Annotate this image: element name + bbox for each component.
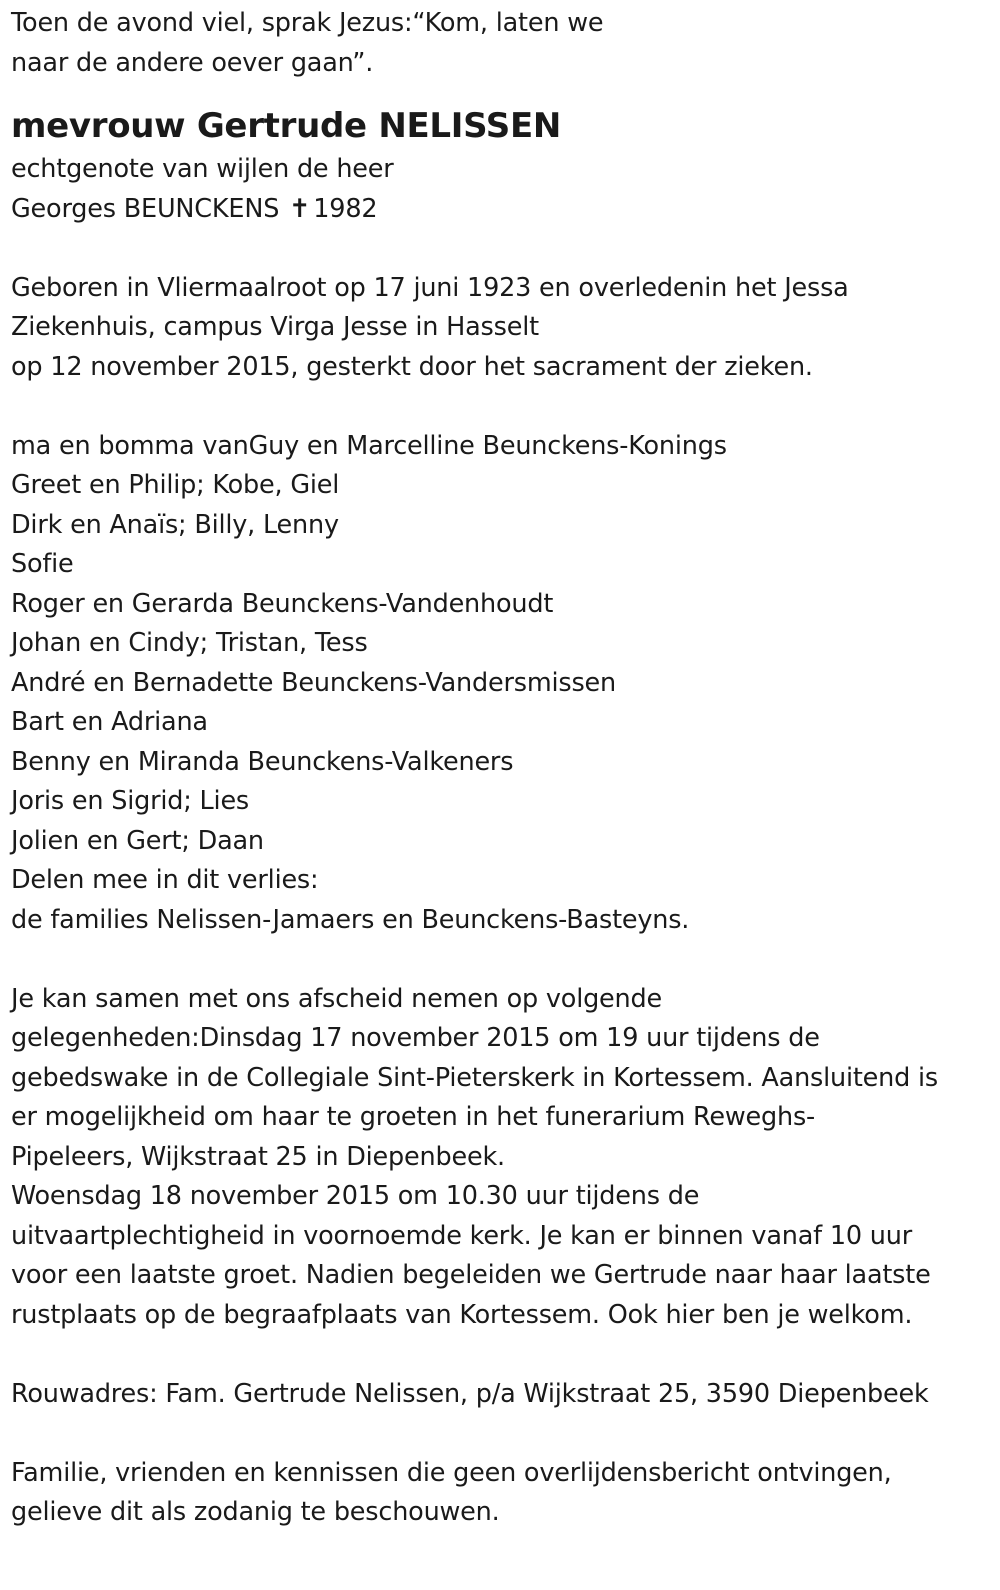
paragraph-line: gelegenheden:Dinsdag 17 november 2015 om 19 uur tijdens de: [11, 1023, 820, 1053]
paragraph-line: Pipeleers, Wijkstraat 25 in Diepenbeek.: [11, 1141, 505, 1172]
family-list: [11, 427, 991, 941]
paragraph-line: rustplaats op de begraafplaats van Kortessem. Ook hier ben je welkom.: [11, 1299, 913, 1330]
family-line: de families Nelissen-Jamaers en Beunckens-Basteyns.: [11, 904, 690, 935]
paragraph-line: Woensdag 18 november 2015 om 10.30 uur tijdens de: [11, 1181, 700, 1211]
paragraph-line: op 12 november 2015, gesterkt door het sacrament der zieken.: [11, 351, 813, 382]
paragraph-line: er mogelijkheid om haar te groeten in het funerarium Reweghs-: [11, 1102, 816, 1132]
spouse-name: Georges BEUNCKENS: [11, 193, 280, 224]
family-line: Sofie: [11, 549, 74, 579]
spacer: [11, 387, 991, 427]
paragraph-line: Familie, vrienden en kennissen die geen overlijdensbericht ontvingen,: [11, 1457, 892, 1488]
paragraph-line: voor een laatste groet. Nadien begeleiden we Gertrude naar haar laatste: [11, 1260, 931, 1290]
spacer: [11, 229, 991, 269]
family-line: Benny en Miranda Beunckens-Valkeners: [11, 746, 514, 777]
spouse-info: [11, 150, 991, 229]
family-line: Roger en Gerarda Beunckens-Vandenhoudt: [11, 588, 554, 619]
spacer: [11, 1414, 991, 1454]
quote-line: Toen de avond viel, sprak Jezus:“Kom, laten we: [11, 8, 604, 38]
paragraph-line: Je kan samen met ons afscheid nemen op volgende: [11, 983, 662, 1014]
family-line: ma en bomma vanGuy en Marcelline Beunckens-Konings: [11, 430, 727, 461]
closing-paragraph: [11, 1454, 991, 1533]
death-notice: [11, 4, 991, 1533]
family-line: Dirk en Anaïs; Billy, Lenny: [11, 509, 339, 540]
paragraph-line: gelieve dit als zodanig te beschouwen.: [11, 1497, 500, 1527]
family-line: André en Bernadette Beunckens-Vandersmissen: [11, 667, 617, 698]
spouse-death-year: 1982: [313, 193, 378, 224]
cross-icon: ✝: [289, 193, 311, 224]
family-line: Bart en Adriana: [11, 707, 208, 737]
paragraph-line: Geboren in Vliermaalroot op 17 juni 1923 en overledenin het Jessa: [11, 272, 849, 303]
family-line: Jolien en Gert; Daan: [11, 825, 264, 856]
family-line: Joris en Sigrid; Lies: [11, 786, 250, 816]
mourning-address: Rouwadres: Fam. Gertrude Nelissen, p/a Wijkstraat 25, 3590 Diepenbeek: [11, 1378, 929, 1409]
bible-quote: [11, 4, 991, 83]
family-line: Johan en Cindy; Tristan, Tess: [11, 628, 368, 658]
quote-line: naar de andere oever gaan”.: [11, 47, 374, 78]
farewell-paragraph: [11, 980, 991, 1336]
family-line: Delen mee in dit verlies:: [11, 865, 319, 895]
spacer: [11, 1335, 991, 1375]
paragraph-line: gebedswake in de Collegiale Sint-Pieterskerk in Kortessem. Aansluitend is: [11, 1062, 938, 1093]
spacer: [11, 940, 991, 980]
paragraph-line: Ziekenhuis, campus Virga Jesse in Hasselt: [11, 312, 539, 342]
birth-death-paragraph: [11, 269, 991, 388]
spouse-name-line: [11, 190, 991, 230]
family-line: Greet en Philip; Kobe, Giel: [11, 470, 340, 500]
paragraph-line: uitvaartplechtigheid in voornoemde kerk. Je kan er binnen vanaf 10 uur: [11, 1220, 912, 1251]
deceased-name: mevrouw Gertrude NELISSEN: [11, 106, 562, 146]
spouse-line: echtgenote van wijlen de heer: [11, 154, 394, 184]
